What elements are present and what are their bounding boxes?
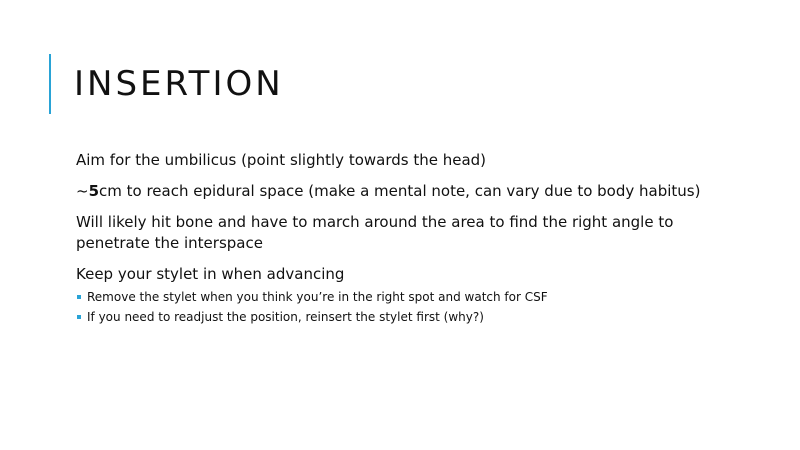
slide-title: INSERTION (74, 64, 284, 104)
slide-content (76, 150, 716, 327)
bullet-depth (76, 181, 716, 202)
square-bullet-icon (77, 315, 81, 319)
sub-bullet-text: If you need to readjust the position, reinsert the stylet first (why?) (87, 310, 484, 324)
sub-bullet-text: Remove the stylet when you think you’re in the right spot and watch for CSF (87, 290, 548, 304)
bullet-depth-rest: cm to reach epidural space (make a mental note, can vary due to body habitus) (99, 182, 701, 200)
sub-bullet-remove-stylet (76, 287, 716, 307)
sub-bullet-reinsert-stylet (76, 307, 716, 327)
sub-bullet-list (76, 287, 716, 327)
title-accent-line (49, 54, 51, 114)
bullet-aim: Aim for the umbilicus (point slightly towards the head) (76, 151, 487, 169)
bullet-bone: Will likely hit bone and have to march around the area to find the right angle to penetrate the interspace (76, 213, 674, 252)
bullet-stylet: Keep your stylet in when advancing (76, 265, 345, 283)
bullet-depth-number: 5 (88, 182, 100, 200)
square-bullet-icon (77, 295, 81, 299)
bullet-depth-prefix: ~ (76, 182, 89, 200)
